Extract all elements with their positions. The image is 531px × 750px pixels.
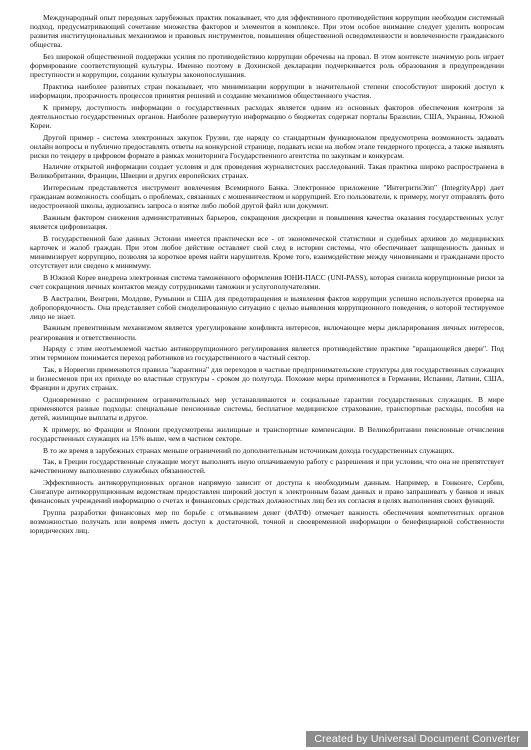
- paragraph: Важным фактором снижения административных барьеров, сокращения дискреции и повышения качества оказания государственных услуг является цифровизация.: [30, 213, 504, 232]
- paragraph: Одновременно с расширением ограничительных мер устанавливаются и социальные гарантии государственных служащих. В мире применяются разные подходы: специальные пенсионные системы, бесплатное медицинское страхование, транспортные расходы, пособия на детей, жилищные выплаты и другое.: [30, 394, 504, 423]
- paragraph: В то же время в зарубежных странах меньше ограничений по дополнительным источникам дохода государственных служащих.: [43, 445, 455, 455]
- paragraph: В Южной Корее внедрена электронная система таможенного оформления ЮНИ-ПАСС (UNI-PASS), которая снизила коррупционные риски за счет сокращения личных контактов между сотрудниками таможни и услугополучателями.: [30, 272, 504, 291]
- paragraph: Эффективность антикоррупционных органов напрямую зависит от доступа к необходимым данным. Например, в Гонконге, Сербии, Сингапуре антикоррупционным ведомствам предоставлен широкий доступ к электронным базам данных и право запрашивать у банков и иных финансовых учреждений информацию о счетах и финансовых средствах должностных лиц без их согласия в целях выполнения своих функций.: [30, 478, 504, 506]
- paragraph: Без широкой общественной поддержки усилия по противодействию коррупции обречены на провал. В этом контексте значимую роль играет формирование соответствующей культуры. Именно поэтому в Дохинской декларации подчеркивается роль образования в предупреждении преступности и коррупции, создании культуры законопослушания.: [30, 51, 504, 80]
- paragraph: Важным превентивным механизмом является урегулирование конфликта интересов, включающее меры декларирования личных интересов, реагирования и ответственности.: [30, 323, 504, 342]
- paragraph: Группа разработки финансовых мер по борьбе с отмыванием денег (ФАТФ) отмечает важность обеспечения компетентных органов возможностью получать или вовремя иметь доступ к достаточной, точной и своевременной информации о бенефициарной собственности юридических лиц.: [30, 507, 504, 536]
- document-body: [30, 13, 504, 535]
- paragraph: Наличие открытой информации создает условия и для проведения журналистских расследований. Такая практика широко распространена в Великобритании, Франции, Швеции и других европейских странах.: [30, 162, 504, 181]
- paragraph: Наряду с этим неотъемлемой частью антикоррупционного регулирования является противодействие практике "вращающейся двери". Под этим термином понимается переход работников из государственного в частный сектор.: [30, 344, 504, 363]
- paragraph: Так, в Греции государственные служащие могут выполнять иную оплачиваемую работу с разрешения и при условии, что она не препятствует качественному выполнению служебных обязанностей.: [30, 457, 504, 476]
- paragraph: Международный опыт передовых зарубежных практик показывает, что для эффективного противодействия коррупции необходим системный подход, предусматривающий сочетание множества факторов и элементов в комплексе. При этом особое внимание следует уделить вопросам развития институциональных механизмов и правовых инструментов, повышения общественной осведомленности и вовлеченности гражданского общества.: [30, 13, 504, 50]
- paragraph: В государственной базе данных Эстонии имеется практически все - от экономической статистики и судебных архивов до медицинских карточек и жалоб граждан. При этом любое действие оставляет свой след в истории системы, что обеспечивает защищенность данных и минимизирует коррупцию, позволяя за короткое время найти нарушителя. Кроме того, взаимодействие между чиновниками и гражданами просто отсутствует или сведено к минимуму.: [30, 233, 504, 271]
- paragraph: Интересным представляется инструмент вовлечения Всемирного Банка. Электронное приложение "ИнтегритиЭпп" (IntegrityApp) дает гражданам возможность сообщать о проблемах, связанных с мошенничеством и коррупцией. Его пользователи, к примеру, могут отправлять фото недостроенной школы, аудиозапись запроса о взятке либо любой другой файл или документ.: [30, 183, 504, 211]
- paragraph: К примеру, во Франции и Японии предусмотрены жилищные и транспортные компенсации. В Великобритании пенсионные отчисления государственных служащих на 15% выше, чем в частном секторе.: [30, 424, 504, 443]
- paragraph: Так, в Норвегии применяются правила "карантина" для переходов в частные предпринимательские структуры для государственных служащих и бизнесменов при их приходе во властные структуры - сроком до полугода. Похожие меры применяются в Германии, Испании, Латвии, США, Франции и других странах.: [30, 365, 504, 393]
- converter-watermark: Created by Universal Document Converter: [306, 731, 528, 747]
- paragraph: В Австралии, Венгрии, Молдове, Румынии и США для предотвращения и выявления фактов коррупции успешно используется проверка на добропорядочность. Она представляет собой смоделированную ситуацию с целью выявления коррупционного поведения, о которой тестируемое лицо не знает.: [30, 293, 504, 321]
- paragraph: Практика наиболее развитых стран показывает, что минимизации коррупции в значительной степени способствуют широкий доступ к информации, прозрачность процессов принятия решений и создание механизмов общественного участия.: [30, 81, 504, 100]
- paragraph: К примеру, доступность информации о государственных расходах является одним из основных факторов обеспечения контроля за деятельностью государственных органов. Наиболее развернутую информацию о бюджетах содержат порталы Бразилии, США, Украины, Южной Кореи.: [30, 102, 504, 130]
- paragraph: Другой пример - система электронных закупок Грузии, где наряду со стандартным функционалом предусмотрена возможность задавать онлайн вопросы и публично предоставлять ответы на конкурсной странице, подавать иски на любом этапе тендерного процесса, а также выявлять риски по тендеру в цифровом формате в рамках мониторинга Государственного агентства по закупкам и конкурсам.: [30, 132, 504, 160]
